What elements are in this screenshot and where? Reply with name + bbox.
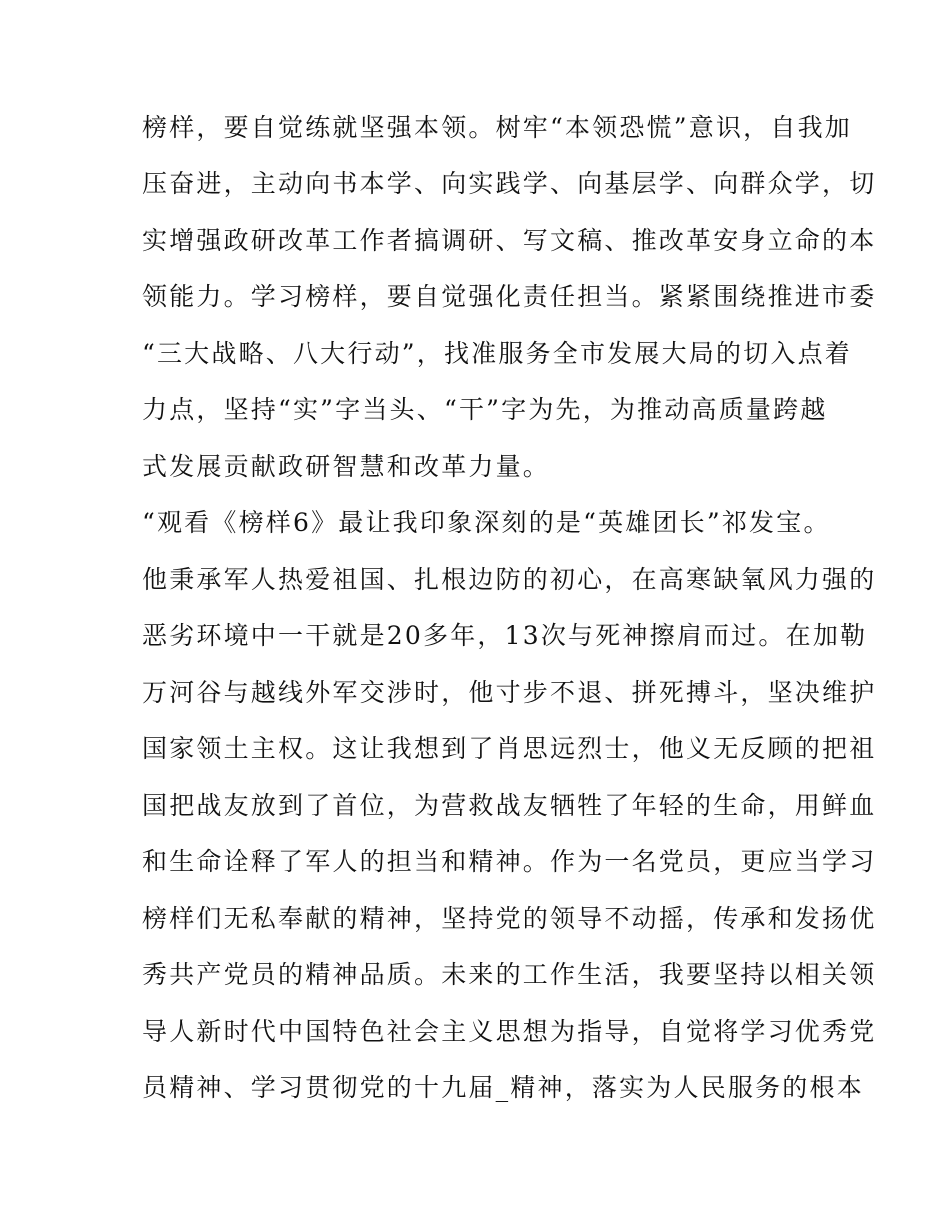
text-line: 国把战友放到了首位，为营救战友牺牲了年轻的生命，用鲜血	[142, 791, 877, 820]
text-line: 式发展贡献政研智慧和改革力量。	[142, 452, 551, 481]
text-line: 他秉承军人热爱祖国、扎根边防的初心，在高寒缺氧风力强的	[142, 565, 877, 594]
text-line: 实增强政研改革工作者搞调研、写文稿、推改革安身立命的本	[142, 226, 877, 255]
text-line: 榜样们无私奉献的精神，坚持党的领导不动摇，传承和发扬优	[142, 904, 877, 933]
text-line: 榜样，要自觉练就坚强本领。树牢“本领恐慌”意识，自我加	[142, 113, 852, 142]
text-line: 国家领土主权。这让我想到了肖思远烈士，他义无反顾的把祖	[142, 734, 877, 763]
text-line: 导人新时代中国特色社会主义思想为指导，自觉将学习优秀党	[142, 1017, 877, 1046]
text-line: 领能力。学习榜样，要自觉强化责任担当。紧紧围绕推进市委	[142, 282, 877, 311]
text-line: 力点，坚持“实”字当头、“干”字为先，为推动高质量跨越	[142, 395, 828, 424]
text-line: “观看《榜样6》最让我印象深刻的是“英雄团长”祁发宝。	[142, 508, 831, 537]
text-line: 和生命诠释了军人的担当和精神。作为一名党员，更应当学习	[142, 847, 877, 876]
text-line: 万河谷与越线外军交涉时，他寸步不退、拼死搏斗，坚决维护	[142, 678, 877, 707]
text-line: “三大战略、八大行动”，找准服务全市发展大局的切入点着	[142, 339, 852, 368]
text-line: 恶劣环境中一干就是20多年，13次与死神擦肩而过。在加勒	[142, 621, 868, 650]
text-line: 秀共产党员的精神品质。未来的工作生活，我要坚持以相关领	[142, 960, 877, 989]
text-line: 员精神、学习贯彻党的十九届_精神，落实为人民服务的根本	[142, 1073, 864, 1102]
text-line: 压奋进，主动向书本学、向实践学、向基层学、向群众学，切	[142, 169, 877, 198]
